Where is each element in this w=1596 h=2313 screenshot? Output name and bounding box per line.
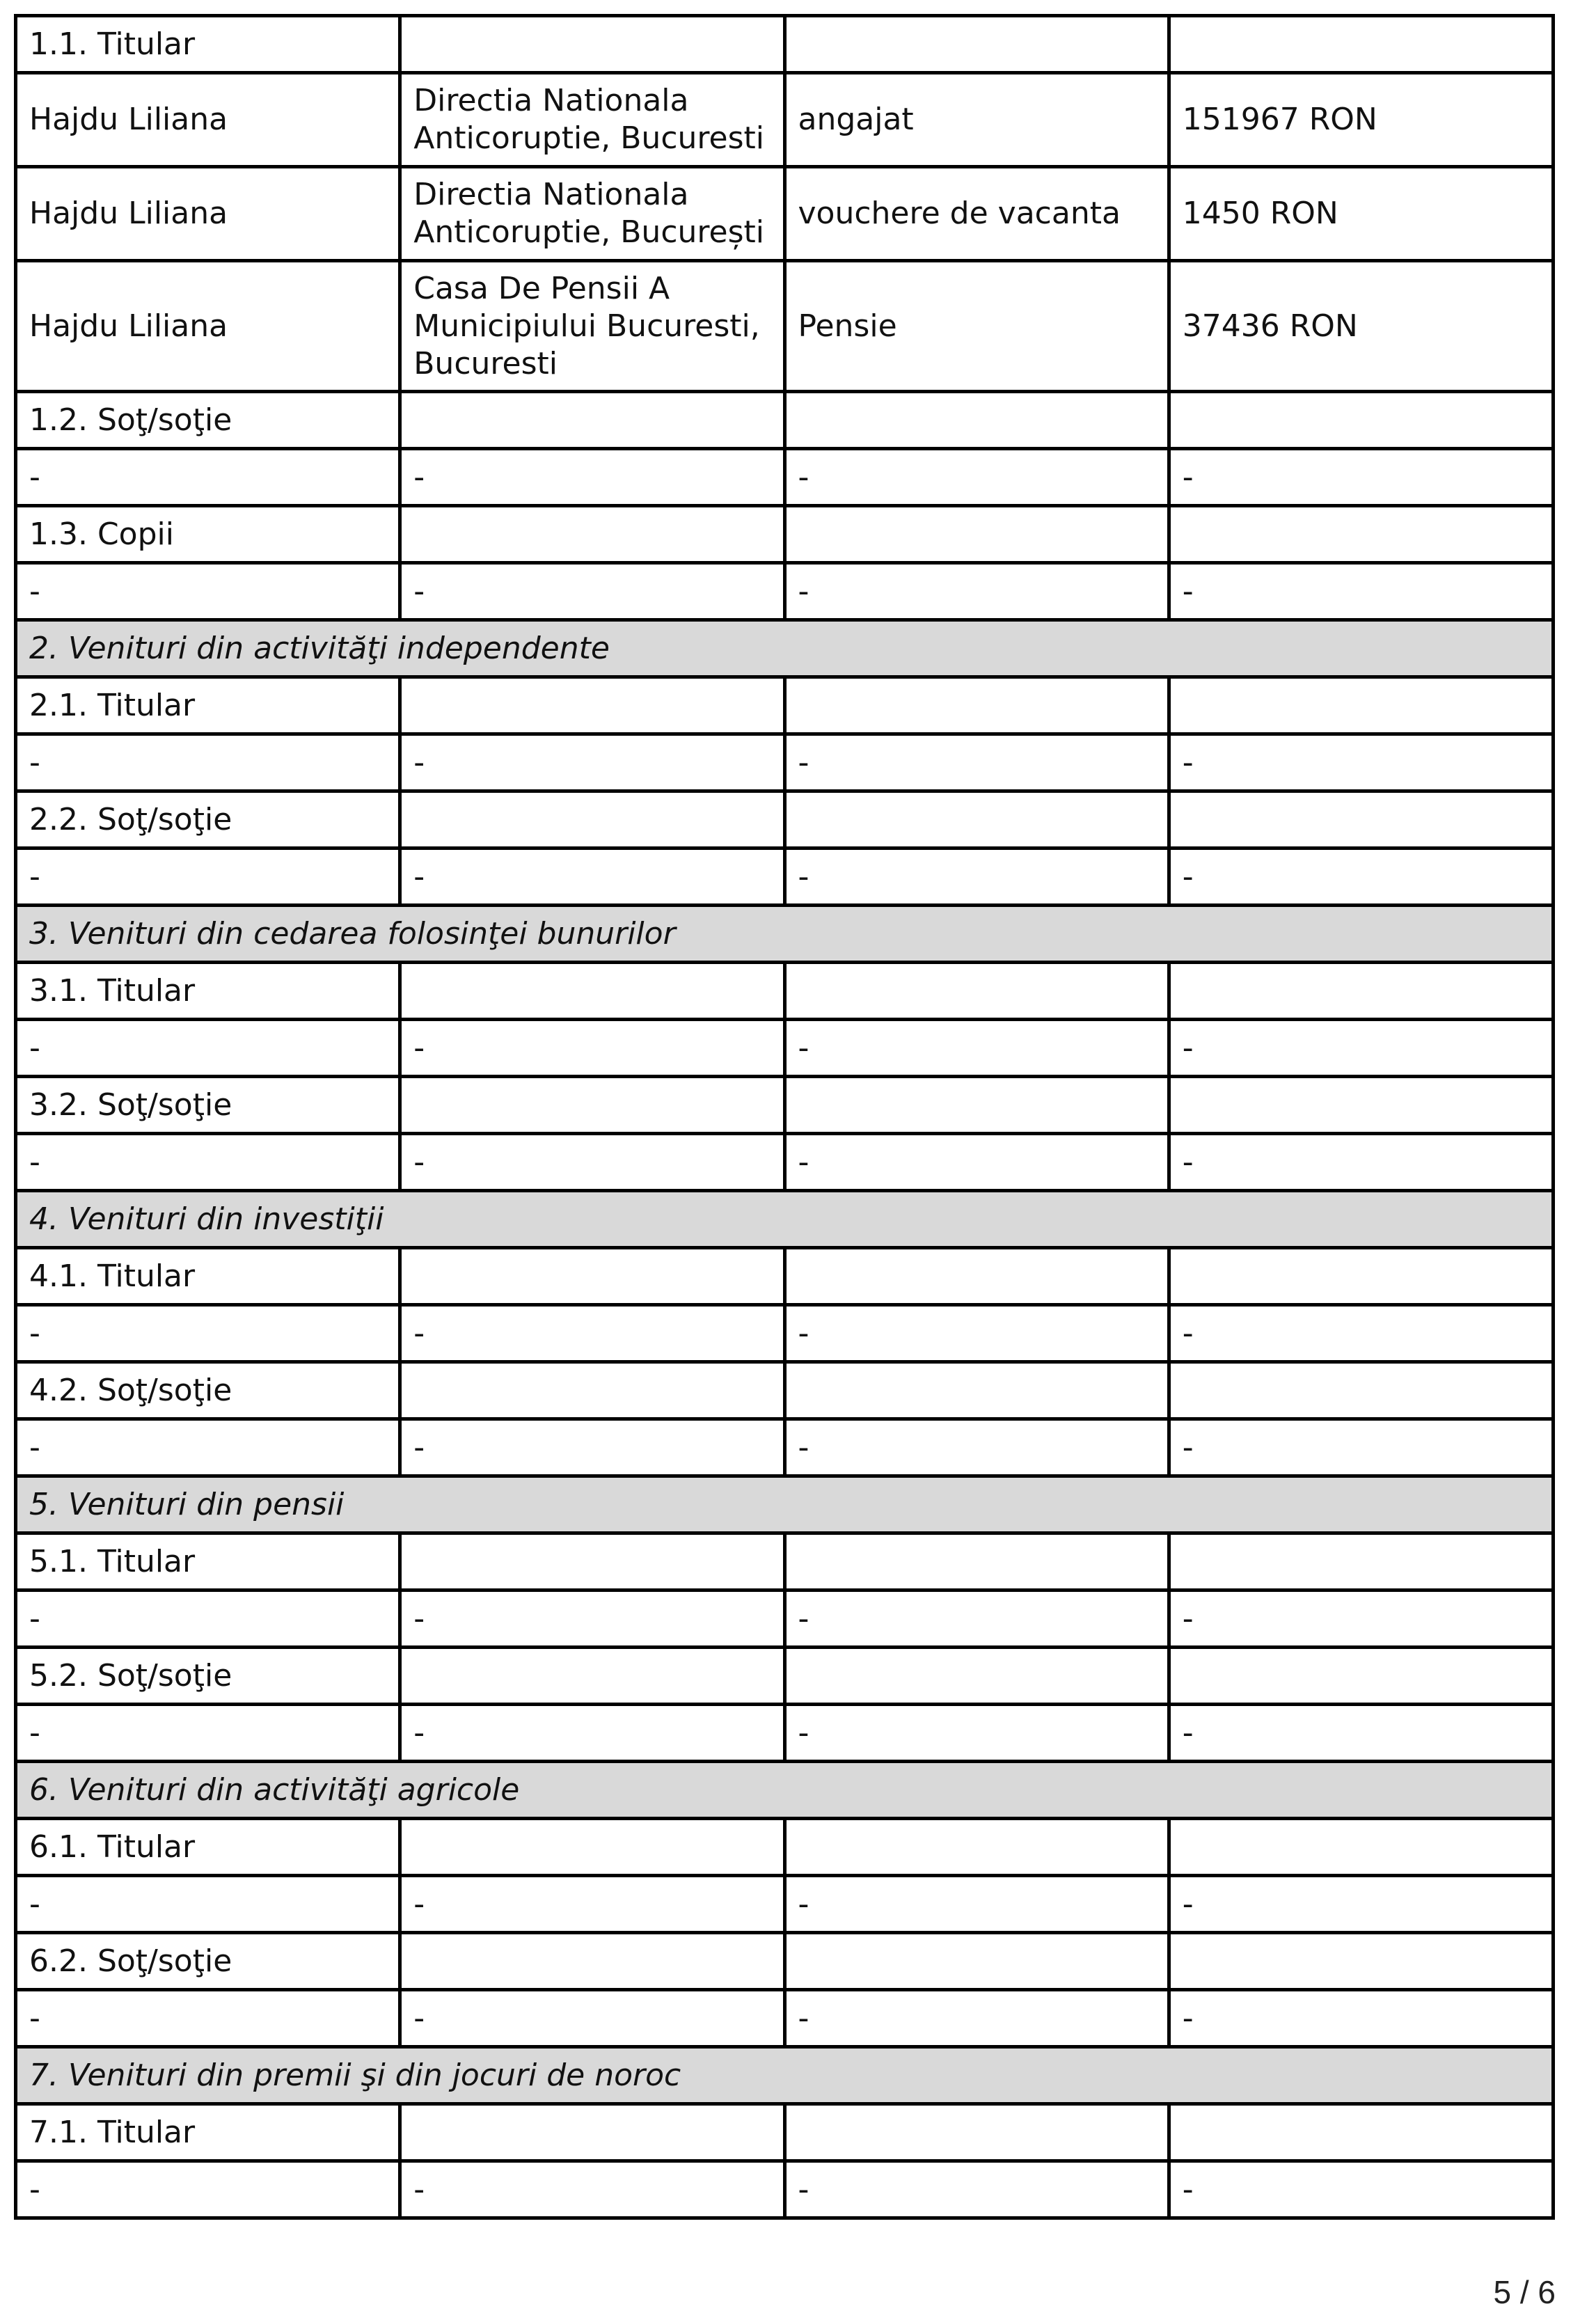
table-cell: - <box>400 2161 784 2218</box>
table-cell: - <box>400 1876 784 1933</box>
table-row <box>16 848 1554 906</box>
table-row <box>16 1533 1554 1590</box>
table-cell: - <box>1169 734 1553 791</box>
table-cell <box>1169 2104 1553 2161</box>
table-cell: Directia Nationala Anticoruptie, București <box>400 167 784 261</box>
table-cell <box>1169 1819 1553 1876</box>
table-cell: - <box>784 1419 1169 1476</box>
table-cell: - <box>784 449 1169 506</box>
table-cell: - <box>16 563 400 620</box>
table-cell: 7.1. Titular <box>16 2104 400 2161</box>
table-cell: - <box>400 734 784 791</box>
table-cell: - <box>16 1990 400 2047</box>
table-cell: 3.1. Titular <box>16 963 400 1020</box>
table-row <box>16 2104 1554 2161</box>
table-cell: - <box>784 734 1169 791</box>
table-cell: 2.2. Soţ/soţie <box>16 791 400 848</box>
table-row <box>16 506 1554 563</box>
table-cell: 6.1. Titular <box>16 1819 400 1876</box>
table-row <box>16 1819 1554 1876</box>
table-row <box>16 167 1554 261</box>
table-row <box>16 1705 1554 1762</box>
table-cell: - <box>16 1419 400 1476</box>
table-cell: 6.2. Soţ/soţie <box>16 1933 400 1990</box>
table-row <box>16 261 1554 392</box>
table-cell <box>400 963 784 1020</box>
table-cell <box>784 392 1169 449</box>
table-cell: - <box>1169 1020 1553 1077</box>
table-cell <box>400 1077 784 1134</box>
table-cell: - <box>1169 1134 1553 1191</box>
table-cell: - <box>16 449 400 506</box>
table-cell <box>1169 1077 1553 1134</box>
table-row <box>16 563 1554 620</box>
table-cell: - <box>784 1705 1169 1762</box>
table-cell: Hajdu Liliana <box>16 167 400 261</box>
table-cell <box>1169 1362 1553 1419</box>
table-cell: - <box>784 1305 1169 1362</box>
table-row <box>16 392 1554 449</box>
table-cell: - <box>400 1990 784 2047</box>
table-cell: 5.1. Titular <box>16 1533 400 1590</box>
table-cell: - <box>784 1876 1169 1933</box>
table-cell: - <box>784 1590 1169 1648</box>
table-cell <box>1169 677 1553 734</box>
table-cell <box>784 16 1169 73</box>
table-row <box>16 1020 1554 1077</box>
table-cell: - <box>784 1990 1169 2047</box>
table-cell: 5.2. Soţ/soţie <box>16 1648 400 1705</box>
table-row <box>16 791 1554 848</box>
table-cell <box>784 791 1169 848</box>
table-body <box>16 16 1554 2218</box>
table-row <box>16 449 1554 506</box>
table-cell <box>1169 1933 1553 1990</box>
table-row <box>16 1362 1554 1419</box>
table-cell: - <box>1169 563 1553 620</box>
table-cell <box>784 1077 1169 1134</box>
table-cell <box>400 1819 784 1876</box>
table-cell: - <box>1169 1305 1553 1362</box>
table-cell <box>400 1648 784 1705</box>
table-cell <box>784 2104 1169 2161</box>
table-row <box>16 2161 1554 2218</box>
table-cell: - <box>16 1134 400 1191</box>
table-cell: Hajdu Liliana <box>16 261 400 392</box>
table-row <box>16 73 1554 167</box>
table-row <box>16 1933 1554 1990</box>
table-cell <box>784 1362 1169 1419</box>
table-cell: - <box>16 1876 400 1933</box>
table-row <box>16 1077 1554 1134</box>
table-cell <box>400 1533 784 1590</box>
table-cell: - <box>1169 1590 1553 1648</box>
table-cell <box>400 2104 784 2161</box>
table-cell <box>1169 791 1553 848</box>
table-cell: - <box>400 1134 784 1191</box>
table-cell <box>1169 1533 1553 1590</box>
table-cell: - <box>400 1419 784 1476</box>
table-cell <box>1169 1648 1553 1705</box>
table-cell <box>400 677 784 734</box>
table-cell: - <box>400 563 784 620</box>
table-cell: - <box>16 734 400 791</box>
table-cell: - <box>784 1020 1169 1077</box>
table-cell: 4.2. Soţ/soţie <box>16 1362 400 1419</box>
section-header-row <box>16 1476 1554 1533</box>
table-cell: - <box>1169 1876 1553 1933</box>
table-cell: - <box>400 449 784 506</box>
table-row <box>16 1876 1554 1933</box>
table-cell: - <box>16 1590 400 1648</box>
table-cell: - <box>784 1134 1169 1191</box>
table-row <box>16 677 1554 734</box>
section-header-row <box>16 1762 1554 1819</box>
table-cell <box>784 1648 1169 1705</box>
table-row <box>16 16 1554 73</box>
section-title: 5. Venituri din pensii <box>16 1476 1554 1533</box>
table-cell: - <box>784 848 1169 906</box>
page-number: 5 / 6 <box>1493 2274 1556 2310</box>
section-header-row <box>16 620 1554 677</box>
table-cell <box>1169 16 1553 73</box>
table-cell: Casa De Pensii A Municipiului Bucuresti, Bucuresti <box>400 261 784 392</box>
table-cell: - <box>400 848 784 906</box>
table-cell <box>1169 963 1553 1020</box>
table-cell: - <box>1169 1990 1553 2047</box>
table-cell <box>400 791 784 848</box>
table-cell <box>1169 1248 1553 1305</box>
section-title: 2. Venituri din activităţi independente <box>16 620 1554 677</box>
table-cell: 1.3. Copii <box>16 506 400 563</box>
section-title: 7. Venituri din premii şi din jocuri de noroc <box>16 2047 1554 2104</box>
table-cell: - <box>1169 2161 1553 2218</box>
income-declaration-table <box>14 14 1555 2220</box>
table-cell: - <box>16 1705 400 1762</box>
section-title: 3. Venituri din cedarea folosinţei bunurilor <box>16 906 1554 963</box>
table-cell <box>400 1933 784 1990</box>
section-header-row <box>16 2047 1554 2104</box>
table-cell <box>784 1819 1169 1876</box>
table-cell: 4.1. Titular <box>16 1248 400 1305</box>
table-cell: vouchere de vacanta <box>784 167 1169 261</box>
table-row <box>16 734 1554 791</box>
table-cell: 1450 RON <box>1169 167 1553 261</box>
table-cell: - <box>16 1305 400 1362</box>
table-cell: 151967 RON <box>1169 73 1553 167</box>
table-cell: 3.2. Soţ/soţie <box>16 1077 400 1134</box>
table-cell: - <box>400 1020 784 1077</box>
table-cell <box>784 677 1169 734</box>
table-row <box>16 963 1554 1020</box>
table-cell <box>784 1248 1169 1305</box>
table-cell <box>784 1533 1169 1590</box>
table-row <box>16 1419 1554 1476</box>
table-cell: - <box>16 1020 400 1077</box>
table-cell: Pensie <box>784 261 1169 392</box>
table-cell <box>400 1248 784 1305</box>
table-cell: 1.2. Soţ/soţie <box>16 392 400 449</box>
table-cell: - <box>1169 449 1553 506</box>
table-cell: - <box>784 2161 1169 2218</box>
table-cell <box>400 392 784 449</box>
table-row <box>16 1648 1554 1705</box>
table-cell: - <box>400 1305 784 1362</box>
table-cell <box>1169 392 1553 449</box>
section-header-row <box>16 906 1554 963</box>
table-cell: - <box>784 563 1169 620</box>
table-cell <box>400 16 784 73</box>
table-cell: 2.1. Titular <box>16 677 400 734</box>
table-row <box>16 1134 1554 1191</box>
table-cell: Directia Nationala Anticoruptie, Bucuresti <box>400 73 784 167</box>
table-cell <box>1169 506 1553 563</box>
section-title: 6. Venituri din activităţi agricole <box>16 1762 1554 1819</box>
table-cell <box>400 1362 784 1419</box>
table-cell: - <box>1169 1705 1553 1762</box>
table-cell: angajat <box>784 73 1169 167</box>
table-cell: - <box>16 848 400 906</box>
table-cell: 37436 RON <box>1169 261 1553 392</box>
table-row <box>16 1590 1554 1648</box>
table-cell: - <box>400 1590 784 1648</box>
section-header-row <box>16 1191 1554 1248</box>
table-cell <box>784 963 1169 1020</box>
table-cell: - <box>1169 848 1553 906</box>
table-row <box>16 1248 1554 1305</box>
table-row <box>16 1305 1554 1362</box>
table-cell <box>400 506 784 563</box>
table-cell: - <box>1169 1419 1553 1476</box>
table-cell: Hajdu Liliana <box>16 73 400 167</box>
table-row <box>16 1990 1554 2047</box>
table-cell: 1.1. Titular <box>16 16 400 73</box>
table-cell: - <box>16 2161 400 2218</box>
table-cell: - <box>400 1705 784 1762</box>
table-cell <box>784 1933 1169 1990</box>
table-cell <box>784 506 1169 563</box>
section-title: 4. Venituri din investiţii <box>16 1191 1554 1248</box>
